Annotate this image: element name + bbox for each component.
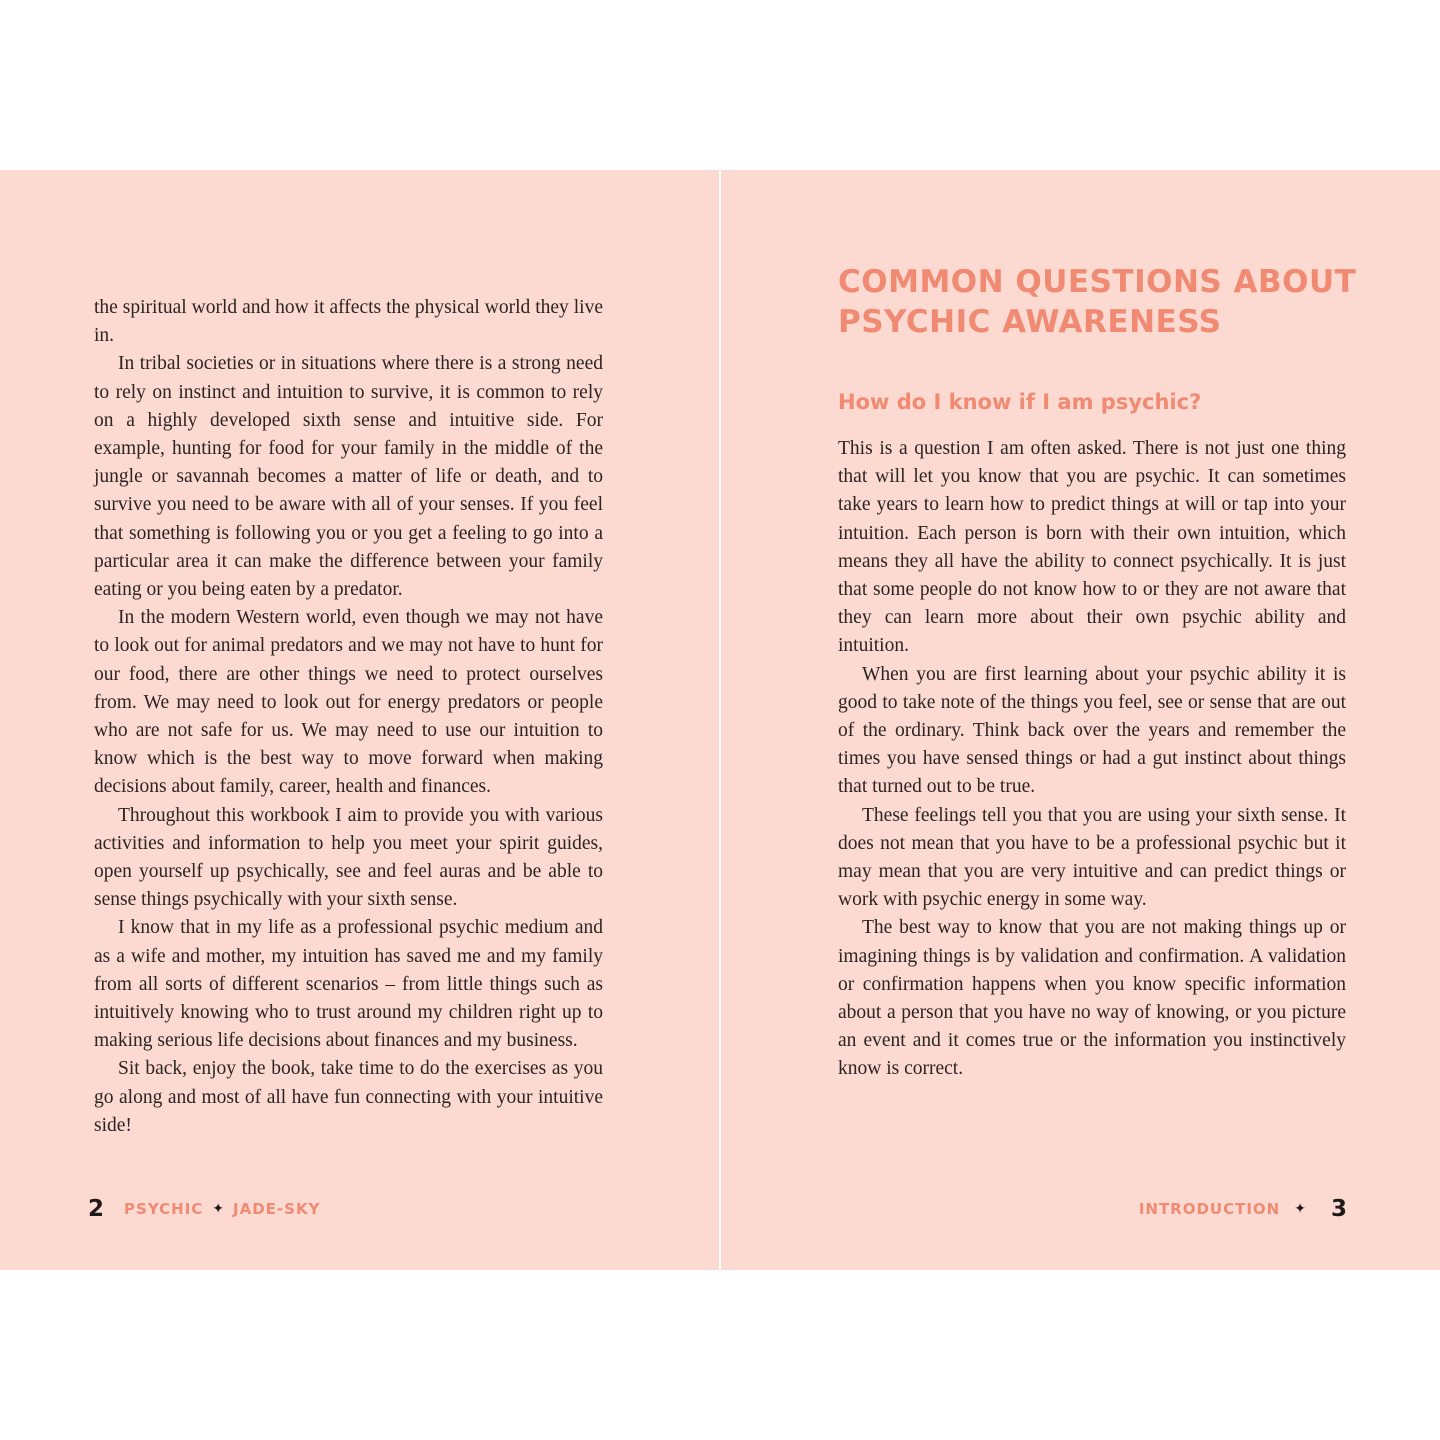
- page-number: 3: [1330, 1196, 1347, 1222]
- running-head-chapter: INTRODUCTION: [1138, 1200, 1281, 1218]
- right-page-footer: [1139, 1194, 1347, 1224]
- page-number: 2: [88, 1196, 105, 1222]
- chapter-title-line: COMMON QUESTIONS ABOUT: [838, 264, 1357, 300]
- chapter-title: [838, 262, 1398, 342]
- paragraph: Sit back, enjoy the book, take time to do the exercises as you go along and most of all have fun connecting with your intuitive side!: [94, 1058, 603, 1136]
- left-page-footer: [88, 1194, 320, 1224]
- left-page-body: [94, 294, 603, 1140]
- chapter-title-line: PSYCHIC AWARENESS: [838, 304, 1222, 340]
- paragraph: Throughout this workbook I aim to provide you with various activities and information to help you meet your spirit guides, open yourself up psychically, see and feel auras and be able to sense things psychically with your sixth sense.: [94, 804, 603, 911]
- running-head-author: JADE-SKY: [233, 1200, 321, 1218]
- diamond-icon: ✦: [1294, 1201, 1306, 1217]
- right-page-body: [838, 435, 1346, 1084]
- left-page: [0, 170, 719, 1270]
- book-spread: [0, 170, 1440, 1270]
- paragraph: The best way to know that you are not making things up or imagining things is by validation and confirmation. A validation or confirmation happens when you know specific information about a person that you have no way of knowing, or you picture an event and it comes true or the information you instinctively know is correct.: [838, 917, 1346, 1080]
- paragraph: the spiritual world and how it affects the physical world they live in.: [94, 297, 603, 347]
- paragraph: This is a question I am often asked. There is not just one thing that will let you know that you are psychic. It can sometimes take years to learn how to predict things at will or tap into your intuition. Each person is born with their own intuition, which means they all have the ability to connect psychically. It is just that some people do not know how to or they are not aware that they can learn more about their own psychic ability and intuition.: [838, 438, 1346, 657]
- paragraph: In the modern Western world, even though we may not have to look out for animal predators and we may not have to hunt for our food, there are other things we need to protect ourselves from. We may need to look out for energy predators or people who are not safe for us. We may need to use our intuition to know which is the best way to move forward when making decisions about family, career, health and finances.: [94, 607, 603, 798]
- paragraph: These feelings tell you that you are using your sixth sense. It does not mean that you have to be a professional psychic but it may mean that you are very intuitive and can predict things or work with psychic energy in some way.: [838, 804, 1346, 911]
- diamond-icon: ✦: [212, 1201, 225, 1217]
- paragraph: When you are first learning about your psychic ability it is good to take note of the things you feel, see or sense that are out of the ordinary. Think back over the years and remember the times you have sensed things or had a gut instinct about things that turned out to be true.: [838, 663, 1346, 798]
- right-page: [721, 170, 1440, 1270]
- paragraph: I know that in my life as a professional psychic medium and as a wife and mother, my intuition has saved me and my family from all sorts of different scenarios – from little things such as intuitively knowing who to trust around my children right up to making serious life decisions about finances and my business.: [94, 917, 603, 1052]
- section-heading: How do I know if I am psychic?: [838, 390, 1202, 414]
- running-head-title: PSYCHIC: [124, 1200, 204, 1218]
- paragraph: In tribal societies or in situations where there is a strong need to rely on instinct and intuition to survive, it is common to rely on a highly developed sixth sense and intuitive side. For example, hunting for food for your family in the middle of the jungle or savannah becomes a matter of life or death, and to survive you need to be aware with all of your senses. If you feel that something is following you or you get a feeling to go into a particular area it can make the difference between your family eating or you being eaten by a predator.: [94, 353, 603, 601]
